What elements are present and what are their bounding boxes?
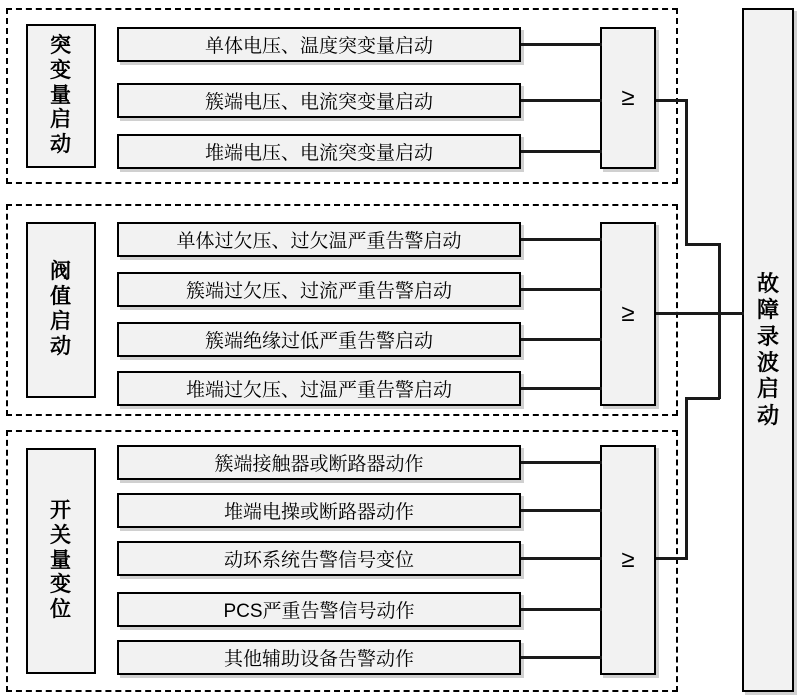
item-box-2-1[interactable] bbox=[117, 222, 521, 257]
connector-3-1 bbox=[521, 461, 602, 464]
group-label-2 bbox=[26, 222, 96, 398]
gate-1-output-tail bbox=[685, 243, 720, 246]
item-label: 其他辅助设备告警动作 bbox=[223, 649, 414, 670]
connector-2-4 bbox=[521, 387, 602, 390]
item-box-3-4[interactable] bbox=[117, 592, 521, 627]
connector-1-1 bbox=[521, 43, 602, 46]
item-label: 堆端电压、电流突变量启动 bbox=[204, 143, 433, 164]
item-box-3-5[interactable] bbox=[117, 640, 521, 675]
group-label-1 bbox=[26, 24, 96, 168]
gate-3-output-riser bbox=[685, 397, 688, 560]
item-box-1-3[interactable] bbox=[117, 134, 521, 169]
connector-2-1 bbox=[521, 238, 602, 241]
connector-1-2 bbox=[521, 99, 602, 102]
item-label: 簇端接触器或断路器动作 bbox=[214, 454, 424, 475]
or-gate-1 bbox=[600, 27, 656, 169]
or-gate-symbol: ≥ bbox=[621, 546, 635, 573]
group-label-3 bbox=[26, 448, 96, 674]
output-bus-line bbox=[718, 243, 721, 399]
connector-3-2 bbox=[521, 509, 602, 512]
item-box-1-1[interactable] bbox=[117, 27, 521, 62]
connector-3-5 bbox=[521, 656, 602, 659]
connector-3-3 bbox=[521, 557, 602, 560]
item-box-1-2[interactable] bbox=[117, 83, 521, 118]
item-label: 堆端电操或断路器动作 bbox=[223, 502, 414, 523]
or-gate-symbol: ≥ bbox=[621, 300, 635, 327]
gate-3-output-line bbox=[656, 557, 688, 560]
output-label: 故障录波启动 bbox=[756, 270, 779, 428]
item-label: 簇端电压、电流突变量启动 bbox=[204, 92, 433, 113]
item-box-2-3[interactable] bbox=[117, 322, 521, 357]
gate-1-output-riser bbox=[685, 99, 688, 246]
connector-1-3 bbox=[521, 150, 602, 153]
or-gate-symbol: ≥ bbox=[621, 84, 635, 111]
group-label-1-text: 突变量启动 bbox=[49, 34, 72, 157]
connector-2-3 bbox=[521, 338, 602, 341]
gate-1-output-line bbox=[656, 99, 688, 102]
or-gate-3 bbox=[600, 445, 656, 675]
group-label-2-text: 阀值启动 bbox=[49, 260, 72, 358]
connector-2-2 bbox=[521, 288, 602, 291]
item-box-3-1[interactable] bbox=[117, 445, 521, 480]
or-gate-2 bbox=[600, 222, 656, 406]
gate-3-output-tail bbox=[685, 397, 720, 400]
item-label: 单体电压、温度突变量启动 bbox=[204, 36, 433, 57]
group-label-3-text: 开关量变位 bbox=[49, 499, 72, 622]
item-label: 簇端绝缘过低严重告警启动 bbox=[204, 331, 433, 352]
output-box-recording-start[interactable] bbox=[742, 8, 794, 692]
connector-3-4 bbox=[521, 608, 602, 611]
item-box-2-4[interactable] bbox=[117, 371, 521, 406]
item-label: 单体过欠压、过欠温严重告警启动 bbox=[176, 231, 462, 252]
output-entry-line bbox=[718, 312, 744, 315]
item-label: 动环系统告警信号变位 bbox=[223, 550, 414, 571]
gate-2-output-line bbox=[656, 312, 718, 315]
item-label: 簇端过欠压、过流严重告警启动 bbox=[185, 281, 452, 302]
item-box-3-2[interactable] bbox=[117, 493, 521, 528]
item-label: 堆端过欠压、过温严重告警启动 bbox=[185, 380, 452, 401]
item-label: PCS严重告警信号动作 bbox=[223, 601, 415, 622]
item-box-3-3[interactable] bbox=[117, 541, 521, 576]
item-box-2-2[interactable] bbox=[117, 272, 521, 307]
